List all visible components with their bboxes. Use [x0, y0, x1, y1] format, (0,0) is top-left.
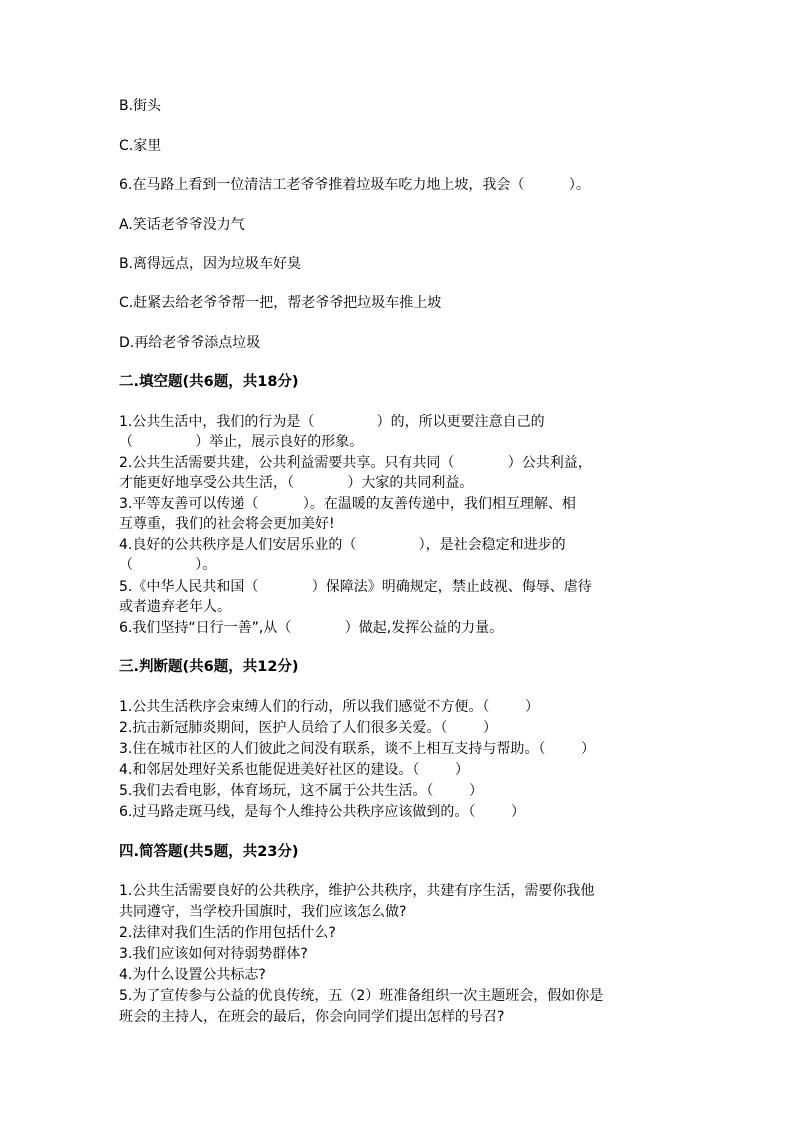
- option-d-q6: D.再给老爷爷添点垃圾: [119, 335, 261, 351]
- short-line: 2.法律对我们生活的作用包括什么?: [119, 925, 336, 941]
- short-line: 5.为了宣传参与公益的优良传统，五（2）班准备组织一次主题班会，假如你是: [119, 988, 604, 1004]
- judge-line: 5.我们去看电影，体育场玩，这不属于公共生活。（ ）: [119, 783, 483, 799]
- question-6-stem: 6.在马路上看到一位清洁工老爷爷推着垃圾车吃力地上坡，我会（ ）。: [119, 177, 590, 193]
- short-line: 班会的主持人，在班会的最后，你会向同学们提出怎样的号召?: [119, 1009, 505, 1025]
- judge-line: 4.和邻居处理好关系也能促进美好社区的建设。（ ）: [119, 762, 469, 778]
- section-heading-fill: 二.填空题(共6题，共18分): [119, 374, 299, 390]
- fill-line: 互尊重，我们的社会将会更加美好!: [119, 516, 335, 532]
- option-a-q6: A.笑话老爷爷没力气: [119, 217, 245, 233]
- fill-line: 才能更好地享受公共生活，（ ）大家的共同利益。: [119, 475, 474, 491]
- short-line: 1.公共生活需要良好的公共秩序，维护公共秩序，共建有序生活，需要你我他: [119, 883, 595, 899]
- judge-line: 6.过马路走斑马线，是每个人维持公共秩序应该做到的。（ ）: [119, 804, 525, 820]
- judge-line: 2.抗击新冠肺炎期间，医护人员给了人们很多关爱。（ ）: [119, 720, 497, 736]
- fill-line: （ ）。: [119, 557, 217, 573]
- option-b-q5: B.街头: [119, 98, 162, 114]
- short-line: 共同遵守，当学校升国旗时，我们应该怎么做?: [119, 904, 407, 920]
- fill-line: 1.公共生活中，我们的行为是（ ）的，所以更要注意自己的: [119, 414, 545, 430]
- section-heading-short: 四.简答题(共5题，共23分): [119, 844, 299, 860]
- fill-line: 6.我们坚持“日行一善”,从（ ）做起,发挥公益的力量。: [119, 620, 504, 636]
- fill-line: 或者遗弃老年人。: [119, 599, 231, 615]
- option-c-q5: C.家里: [119, 138, 162, 154]
- fill-line: 5.《中华人民共和国（ ）保障法》明确规定，禁止歧视、侮辱、虐待: [119, 579, 592, 595]
- short-line: 4.为什么设置公共标志?: [119, 967, 266, 983]
- fill-line: 3.平等友善可以传递（ ）。在温暖的友善传递中，我们相互理解、相: [119, 496, 576, 512]
- judge-line: 3.住在城市社区的人们彼此之间没有联系，谈不上相互支持与帮助。（ ）: [119, 741, 595, 757]
- judge-line: 1.公共生活秩序会束缚人们的行动，所以我们感觉不方便。（ ）: [119, 699, 539, 715]
- short-line: 3.我们应该如何对待弱势群体?: [119, 946, 308, 962]
- fill-line: （ ）举止，展示良好的形象。: [119, 434, 364, 450]
- fill-line: 4.良好的公共秩序是人们安居乐业的（ ），是社会稳定和进步的: [119, 537, 566, 553]
- section-heading-judge: 三.判断题(共6题，共12分): [119, 659, 299, 675]
- option-c-q6: C.赶紧去给老爷爷帮一把，帮老爷爷把垃圾车推上坡: [119, 295, 442, 311]
- option-b-q6: B.离得远点，因为垃圾车好臭: [119, 256, 302, 272]
- fill-line: 2.公共生活需要共建，公共利益需要共享。只有共同（ ）公共利益，: [119, 455, 592, 471]
